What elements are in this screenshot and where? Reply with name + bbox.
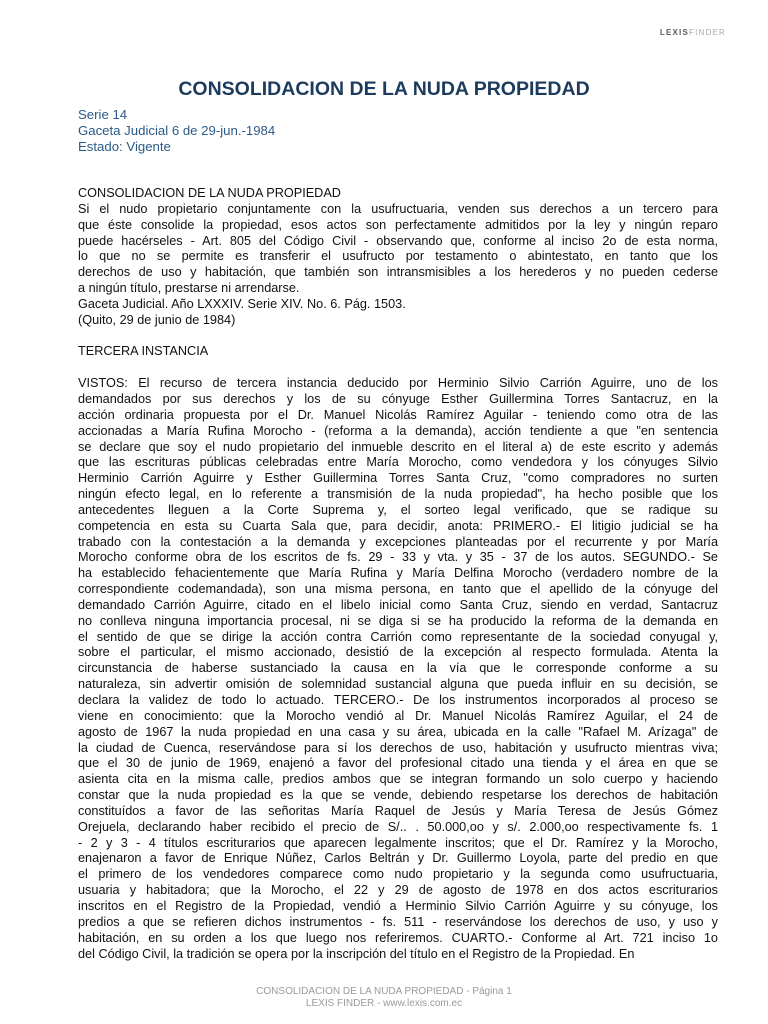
brand-part2: FINDER [689, 28, 726, 37]
text-line: accionadas a María Rufina Morocho - (reforma a la demanda), acción tendiente a que "en sentencia [78, 423, 718, 438]
lexis-finder-logo [660, 28, 726, 37]
footer-page-label: CONSOLIDACION DE LA NUDA PROPIEDAD - Página 1 [256, 986, 512, 997]
text-line: - 2 y 3 - 4 títulos escriturarios que aparecen legalmente inscritos; que el Dr. Ramírez y la Morocho, [78, 835, 718, 850]
text-line: puede hacérseles - Art. 805 del Código Civil - observando que, conforme al inciso 2o de esta norma, [78, 233, 718, 248]
text-line: se declare que soy el nudo propietario del inmueble descrito en el literal a) de este escrito y además [78, 439, 718, 454]
text-line: del Código Civil, la tradición se opera por la inscripción del título en el Registro de la Propiedad. En [78, 946, 635, 961]
text-line: correspondiente codemandada), son una misma persona, en tanto que el apellido de la cónyuge del [78, 582, 718, 597]
text-line: asienta cita en la misma calle, predios ambos que se integran formando un solo cuerpo y haciendo [78, 772, 718, 787]
summary-block [78, 186, 718, 329]
text-line: que éste consolide la propiedad, esos actos son perfectamente admitidos por la ley y ningún reparo [78, 217, 718, 232]
section-heading: TERCERA INSTANCIA [78, 344, 209, 359]
text-line: enajenaron a favor de Enrique Núñez, Carlos Beltrán y Dr. Guillermo Loyola, parte del predio en que [78, 851, 718, 866]
text-line: declara la validez de todo lo actuado. TERCERO.- De los instrumentos incorporados al proceso se [78, 693, 718, 707]
text-line: derechos de uso y habitación, que también son intransmisibles a los herederos y no pueden cederse [78, 265, 718, 280]
text-line: que las escrituras públicas celebradas entre María Morocho, como vendedora y los cónyuges Silvio [78, 455, 718, 470]
text-line: agosto de 1967 la nuda propiedad en una casa y su área, ubicada en la calle "Rafael M. Arízaga" de [78, 724, 718, 739]
meta-gaceta: Gaceta Judicial 6 de 29-jun.-1984 [78, 123, 276, 138]
page-footer [0, 986, 768, 1010]
text-line: CONSOLIDACION DE LA NUDA PROPIEDAD [78, 186, 341, 200]
footer-site: LEXIS FINDER - www.lexis.com.ec [305, 998, 463, 1009]
text-line: inscritos en el Registro de la Propiedad, vendió a Herminio Silvio Carrión Aguirre y su cónyuge, los [78, 898, 718, 913]
text-line: el primero de los vendedores comparece como nudo propietario y la segunda como usufructuaria, [78, 867, 718, 882]
meta-serie: Serie 14 [78, 107, 128, 122]
text-line: competencia en esta su Cuarta Sala que, para decidir, anota: PRIMERO.- El litigio judicial se ha [78, 518, 718, 533]
text-line: (Quito, 29 de junio de 1984) [78, 312, 236, 327]
text-line: la ciudad de Cuenca, reservándose para sí los derechos de uso, habitación y usufructo mientras viva; [78, 740, 718, 755]
text-line: antecedentes lleguen a la Corte Suprema y, el sorteo legal verificado, que se radique su [78, 502, 718, 517]
document-meta [78, 107, 275, 155]
text-line: predios a que se refieren dichos instrumentos - fs. 511 - reservándose los derechos de uso, y uso y [78, 914, 718, 929]
text-line: Gaceta Judicial. Año LXXXIV. Serie XIV. No. 6. Pág. 1503. [78, 296, 406, 311]
text-line: trabado con la contestación a la demanda y excepciones planteadas por el recurrente y por María [78, 534, 718, 549]
text-line: ha establecido fehacientemente que María Rufina y María Delfina Morocho (verdadero nombre de la [78, 566, 718, 581]
text-line: Morocho conforme obra de los escritos de fs. 29 - 33 y vta. y 35 - 37 de los autos. SEGUNDO.- Se [78, 550, 718, 565]
text-line: a ningún título, prestarse ni arrendarse. [78, 281, 300, 296]
text-line: el sentido de que se dirige la acción contra Carrión como representante de la sociedad conyugal y, [78, 629, 718, 644]
text-line: viene en conocimiento: que la Morocho vendió al Dr. Manuel Nicolás Ramírez Aguilar, el 24 de [78, 708, 718, 723]
text-line: Orejuela, declarando haber recibido el precio de S/.. . 50.000,oo y s/. 2.000,oo respectivamente fs. 1 [78, 819, 718, 834]
text-line: constar que la nuda propiedad es la que se vende, debiendo respetarse los derechos de habitación [78, 788, 718, 803]
vistos-paragraph [78, 376, 718, 962]
text-line: demandado Carrión Aguirre, citado en el libelo inicial como Santa Cruz, siendo en verdad, Santacruz [78, 597, 718, 612]
meta-estado: Estado: Vigente [78, 139, 171, 154]
text-line: circunstancia de haberse sustanciado la causa en la vía que le corresponde conforme a su [78, 661, 718, 676]
text-line: demandados por sus derechos y los de su cónyuge Esther Guillermina Torres Santacruz, en la [78, 391, 718, 406]
text-line: constituídos a favor de las señoritas María Raquel de Jesús y María Teresa de Jesús Gómez [78, 803, 718, 818]
text-line: naturaleza, sin advertir omisión de solemnidad sustancial alguna que pueda influir en su decisión, se [78, 677, 718, 692]
text-line: sobre el particular, el mismo accionado, desistió de la excepción al respecto formulada. Atenta la [78, 645, 718, 660]
text-line: que el 30 de junio de 1969, enajenó a favor del profesional citado una tienda y el área en que se [78, 756, 718, 771]
text-line: Herminio Carrión Aguirre y Esther Guillermina Torres Santa Cruz, "como compradores no surten [78, 471, 718, 486]
text-line: usuaria y habitadora; que la Morocho, el 22 y 29 de agosto de 1978 en dos actos escriturarios [78, 883, 718, 898]
text-line: habitación, en su orden a los que luego nos referiremos. CUARTO.- Conforme al Art. 721 inciso 1o [78, 930, 718, 945]
document-title: CONSOLIDACION DE LA NUDA PROPIEDAD [178, 78, 590, 100]
text-line: VISTOS: El recurso de tercera instancia deducido por Herminio Silvio Carrión Aguirre, uno de los [78, 376, 718, 391]
document-body [78, 186, 718, 962]
text-line: lo que no se permite es transferir el usufructo por testamento o abintestato, en tanto que los [78, 249, 718, 264]
text-line: no conlleva ninguna importancia procesal, ni se diga si se ha producido la reforma de la demanda en [78, 613, 718, 628]
brand-part1: LEXIS [659, 28, 690, 37]
text-line: acción ordinaria propuesta por el Dr. Manuel Nicolás Ramírez Aguilar - teniendo como otra de las [78, 407, 718, 422]
text-line: ningún efecto legal, en lo referente a transmisión de la nuda propiedad", ha hecho posible que los [78, 487, 718, 502]
text-line: Si el nudo propietario conjuntamente con la usufructuaria, venden sus derechos a un tercero para [78, 201, 718, 216]
